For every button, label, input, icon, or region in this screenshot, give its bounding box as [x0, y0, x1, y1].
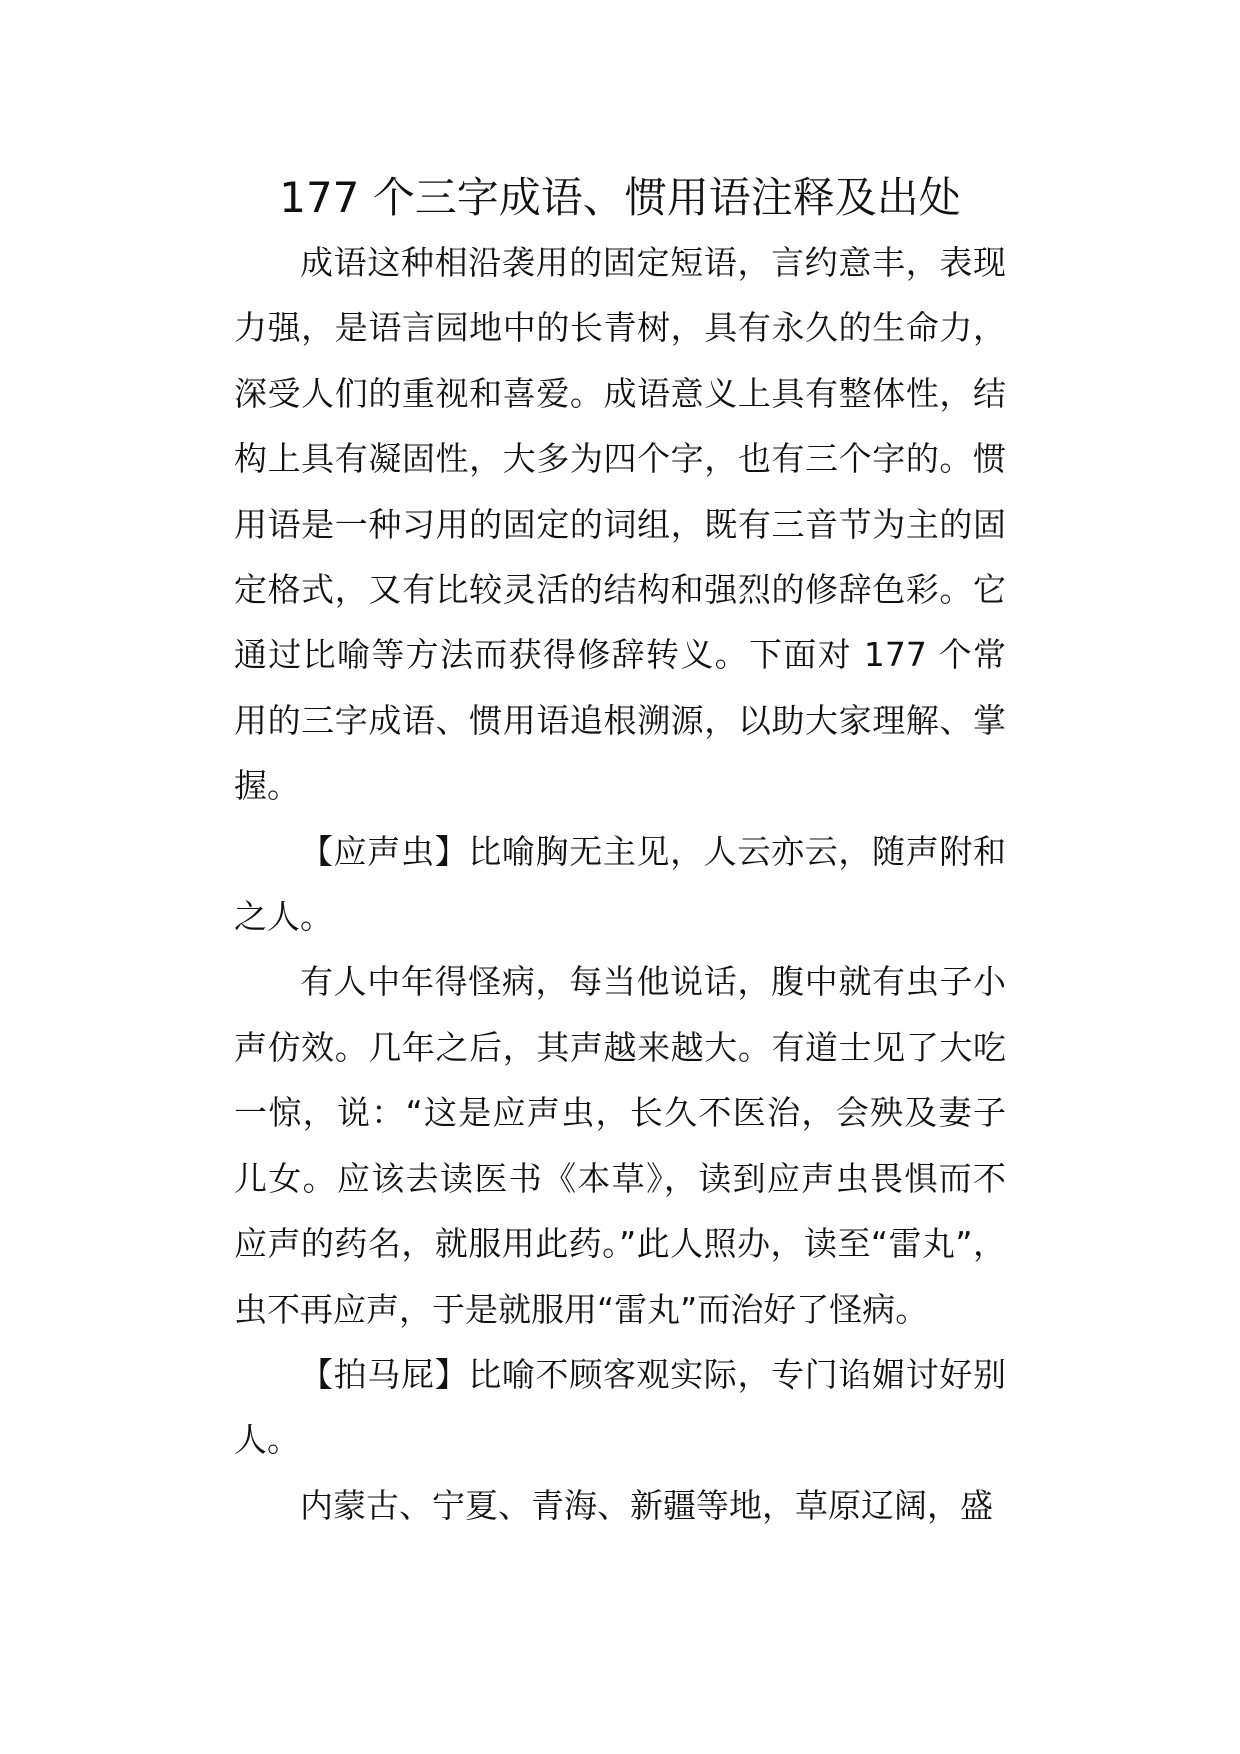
document-body [234, 230, 1006, 1538]
paragraph-paimapi-definition [234, 1342, 1006, 1473]
idiom-term: 【拍马屁】 [300, 1354, 469, 1394]
idiom-term: 【应声虫】 [300, 831, 469, 871]
paragraph-yingshengchong-story [234, 949, 1006, 1341]
paragraph-yingshengchong-definition [234, 819, 1006, 950]
paragraph-intro [234, 230, 1006, 819]
document-title: 177 个三字成语、惯用语注释及出处 [279, 173, 961, 222]
paragraph-text: 内蒙古、宁夏、青海、新疆等地，草原辽阔，盛 [300, 1485, 993, 1525]
paragraph-text: 比喻胸无主见，人云亦云，随声附和之人。 [234, 831, 1006, 937]
paragraph-text: 比喻不顾客观实际，专门谄媚讨好别人。 [234, 1354, 1006, 1460]
paragraph-text: 有人中年得怪病，每当他说话，腹中就有虫子小声仿效。几年之后，其声越来越大。有道士见了大吃一惊，说：“这是应声虫，长久不医治，会殃及妻子儿女。应该去读医书《本草》，读到应声虫畏惧而不应声的药名，就服用此药。”此人照办，读至“雷丸”，虫不再应声，于是就服用“雷丸”而治好了怪病。 [234, 962, 1006, 1329]
paragraph-text: 成语这种相沿袭用的固定短语，言约意丰，表现力强，是语言园地中的长青树，具有永久的生命力，深受人们的重视和喜爱。成语意义上具有整体性，结构上具有凝固性，大多为四个字，也有三个字的。惯用语是一种习用的固定的词组，既有三音节为主的固定格式，又有比较灵活的结构和强烈的修辞色彩。它通过比喻等方法而获得修辞转义。下面对 177 个常用的三字成语、惯用语追根溯源，以助大家理解、掌握。 [234, 243, 1006, 806]
paragraph-paimapi-story [234, 1473, 1006, 1538]
